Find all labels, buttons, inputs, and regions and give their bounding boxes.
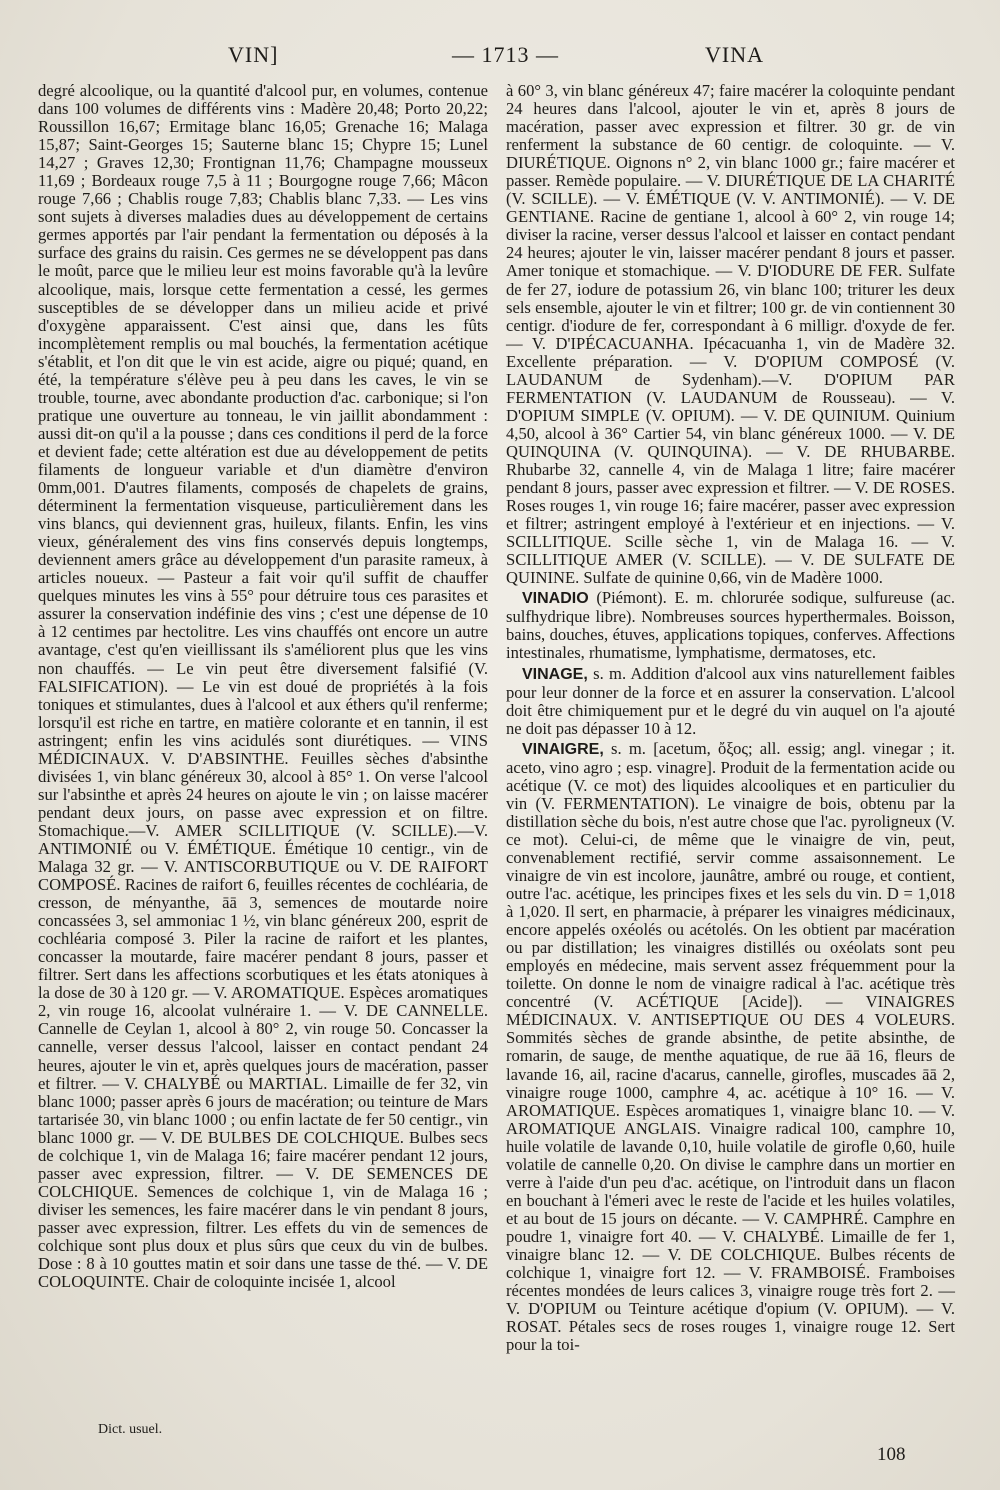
entry-vinaigre-text: s. m. [acetum, ὄξος; all. essig; angl. vinegar ; it. aceto, vino agro ; esp. vinagre]. Produit de la fermentation acide ou acétique (V. ce mot) des liquides alcooliques et en particulier du vin (V. FERMENTATION). Le vinaigre de bois, obtenu par la distillation sèche du bois, n'est autre chose que l'ac. pyroligneux (V. ce mot). Celui-ci, de même que le vinaigre de vin, peut, convenablement rectifié, servir comme assaisonnement. Le vinaigre de vin est incolore, jaunâtre, ambré ou rouge, et contient, outre l'ac. acétique, les principes fixes et les sels du vin. D = 1,018 à 1,020. Il sert, en pharmacie, à préparer les vinaigres médicinaux, encore appelés oxéolés ou acétolés. On les obtient par macération ou par distillation; les vinaigres distillés ou oxéolats sont peu employés en médecine, mais servent assez fréquemment pour la toilette. On donne le nom de vinaigre radical à l'ac. acétique très concentré (V. ACÉTIQUE [Acide]). — VINAIGRES MÉDICINAUX. V. ANTISEPTIQUE OU DES 4 VOLEURS. Sommités sèches de grande absinthe, de petite absinthe, de romarin, de sauge, de menthe aquatique, de rue āā 16, fleurs de lavande 16, ail, racine d'acarus, cannelle, girofles, muscades āā 2, vinaigre rouge 1000, camphre 4, ac. acétique à 10° 16. — V. AROMATIQUE. Espèces aromatiques 1, vinaigre blanc 10. — V. AROMATIQUE ANGLAIS. Vinaigre radical 100, camphre 10, huile volatile de lavande 0,10, huile volatile de girofle 0,60, huile volatile de cannelle 0,20. On divise le camphre dans un mortier en verre à l'aide d'un peu d'ac. acétique, on l'introduit dans un flacon en bouchant à l'émeri avec le reste de l'acide et les huiles volatiles, et au bout de 15 jours on décante. — V. CAMPHRÉ. Camphre en poudre 1, vinaigre fort 40. — V. CHALYBÉ. Limaille de fer 1, vinaigre blanc 12. — V. DE COLCHIQUE. Bulbes récents de colchique 1, vinaigre fort 12. — V. FRAMBOISÉ. Framboises récentes mondées de leurs calices 3, vinaigre rouge très fort 2. — V. D'OPIUM ou Teinture acétique d'opium (V. OPIUM). — V. ROSAT. Pétales secs de roses rouges 1, vinaigre rouge 12. Sert pour la toi-: [506, 738, 956, 1355]
left-column-text: degré alcoolique, ou la quantité d'alcool pur, en volumes, contenue dans 100 volumes de différents vins : Madère 20,48; Porto 20,22; Roussillon 16,67; Ermitage blanc 16,05; Grenache 16; Malaga 15,87; Saint-Georges 15; Sauterne blanc 15; Chypre 15; Lunel 14,27 ; Graves 12,30; Frontignan 11,76; Champagne mousseux 11,69 ; Bordeaux rouge 7,5 à 11 ; Bourgogne rouge 7,66; Mâcon rouge 7,66 ; Chablis rouge 7,83; Chablis blanc 7,33. — Les vins sont sujets à diverses maladies dues au développement de certains germes apportés par l'air pendant la fermentation ou déposés à la surface des grains du raisin. Ces germes ne se développent pas dans le moût, parce que le milieu leur est moins favorable qu'à la levûre alcoolique, mais, lorsque cette fermentation a cessé, les germes susceptibles de se développer dans un milieu acide et privé d'oxygène apparaissent. C'est ainsi que, dans les fûts incomplètement remplis ou mal bouchés, la fermentation acétique s'établit, et l'on dit que le vin est acide, aigre ou piqué; quand, en été, la température s'élève peu à peu dans les caves, le vin se trouble, tourne, avec abondante production d'ac. carbonique; si l'on pratique une ouverture au tonneau, le vin jaillit abondamment : aussi dit-on qu'il a la pousse ; dans ces conditions il perd de la force et devient fade; cette altération est due au développement de petits filaments de longueur variable et d'un diamètre d'environ 0mm,001. D'autres filaments, composés de chapelets de grains, déterminent la fermentation visqueuse, particulièrement dans les vins blancs, qui deviennent gras, huileux, filants. Enfin, les vins vieux, généralement des vins fins conservés depuis longtemps, deviennent amers grâce au développement d'un parasite rameux, à articles noueux. — Pasteur a fait voir qu'il suffit de chauffer quelques minutes les vins à 55° pour détruire tous ces parasites et assurer la conservation indéfinie des vins ; c'est une dépense de 10 à 12 centimes par hectolitre. Les vins chauffés ont encore un autre avantage, c'est qu'en vieillissant ils s'améliorent plus que les vins non chauffés. — Le vin peut être diversement falsifié (V. FALSIFICATION). — Le vin est doué de propriétés à la fois toniques et stimulantes, dues à l'alcool et aux éthers qu'il renferme; lorsqu'il est riche en tartre, en matière colorante et en tannin, il est astringent; enfin les vins acidulés sont diurétiques. — VINS MÉDICINAUX. V. D'ABSINTHE. Feuilles sèches d'absinthe divisées 1, vin blanc généreux 30, alcool à 85° 1. On verse l'alcool sur l'absinthe et après 24 heures on ajoute le vin ; on laisse macérer pendant deux jours, on passe avec expression et on filtre. Stomachique.—V. AMER SCILLITIQUE (V. SCILLE).—V. ANTIMONIÉ ou V. ÉMÉTIQUE. Émétique 10 centigr., vin de Malaga 32 gr. — V. ANTISCORBUTIQUE ou V. DE RAIFORT COMPOSÉ. Racines de raifort 6, feuilles récentes de cochléaria, de cresson, de ményanthe, āā 3, semences de moutarde noire concassées 3, sel ammoniac 1 ½, vin blanc généreux 200, esprit de cochléaria composé 3. Piler la racine de raifort et les plantes, concasser la moutarde, faire macérer pendant 8 jours, passer et filtrer. Sert dans les affections scorbutiques et les états atoniques à la dose de 30 à 120 gr. — V. AROMATIQUE. Espèces aromatiques 2, vin rouge 16, alcoolat vulnéraire 1. — V. DE CANNELLE. Cannelle de Ceylan 1, alcool à 80° 2, vin rouge 50. Concasser la cannelle, verser dessus l'alcool, laisser en contact pendant 24 heures, ajouter le vin et, après quelques jours de macération, passer et filtrer. — V. CHALYBÉ ou MARTIAL. Limaille de fer 32, vin blanc 1000; passer après 6 jours de macération; ou teinture de Mars tartarisée 30, vin blanc 1000 ; ou enfin lactate de fer 50 centigr., vin blanc 1000 gr. — V. DE BULBES DE COLCHIQUE. Bulbes secs de colchique 1, vin de Malaga 16; faire macérer pendant 12 jours, passer avec expression, filtrer. — V. DE SEMENCES DE COLCHIQUE. Semences de colchique 1, vin de Malaga 16 ; diviser les semences, les faire macérer dans le vin pendant 8 jours, passer avec expression, filtrer. Les effets du vin de semences de colchique sont plus doux et plus sûrs que ceux du vin de bulbes. Dose : 8 à 10 gouttes matin et soir dans une tasse de thé. — V. DE COLOQUINTE. Chair de coloquinte incisée 1, alcool: [38, 81, 488, 1292]
right-continuation-text: à 60° 3, vin blanc généreux 47; faire macérer la coloquinte pendant 24 heures dans l'alcool, ajouter le vin et, après 8 jours de macération, passer avec expression et filtrer. 30 gr. de vin renferment la substance de 60 centigr. de coloquinte. — V. DIURÉTIQUE. Oignons n° 2, vin blanc 1000 gr.; faire macérer et passer. Remède populaire. — V. DIURÉTIQUE DE LA CHARITÉ (V. SCILLE). — V. ÉMÉTIQUE (V. V. ANTIMONIÉ). — V. DE GENTIANE. Racine de gentiane 1, alcool à 60° 2, vin rouge 14; diviser la racine, verser dessus l'alcool et laisser en contact pendant 24 heures; ajouter le vin, laisser macérer pendant 8 jours et passer. Amer tonique et stomachique. — V. D'IODURE DE FER. Sulfate de fer 27, iodure de potassium 26, vin blanc 100; triturer les deux sels ensemble, ajouter le vin et filtrer; 100 gr. de vin contiennent 30 centigr. d'iodure de fer, correspondant à 6 milligr. d'oxyde de fer. — V. D'IPÉCACUANHA. Ipécacuanha 1, vin de Madère 32. Excellente préparation. — V. D'OPIUM COMPOSÉ (V. LAUDANUM de Sydenham).—V. D'OPIUM PAR FERMENTATION (V. LAUDANUM de Rousseau). — V. D'OPIUM SIMPLE (V. OPIUM). — V. DE QUINIUM. Quinium 4,50, alcool à 36° Cartier 54, vin blanc généreux 1000. — V. DE QUINQUINA (V. QUINQUINA). — V. DE RHUBARBE. Rhubarbe 32, cannelle 4, vin de Malaga 1 litre; faire macérer pendant 8 jours, passer avec expression et filtrer. — V. DE ROSES. Roses rouges 1, vin rouge 16; faire macérer, passer avec expression et filtrer; astringent employé à l'extérieur et en injections. — V. SCILLITIQUE. Scille sèche 1, vin de Malaga 16. — V. SCILLITIQUE AMER (V. SCILLE). — V. DE SULFATE DE QUININE. Sulfate de quinine 0,66, vin de Madère 1000.: [506, 81, 955, 588]
right-column: [506, 82, 955, 1354]
footer-page-number: 108: [877, 1444, 906, 1465]
entry-vinadio-headword: VINADIO: [522, 590, 589, 608]
entry-vinage-headword: VINAGE,: [522, 665, 588, 683]
entry-vinadio-text: (Piémont). E. m. chlorurée sodique, sulfureuse (ac. sulfhydrique libre). Nombreuses sources hyperthermales. Boisson, bains, douches, étuves, applications topiques, conferves. Affections intestinales, rhumatisme, lymphatisme, dermatoses, etc.: [506, 588, 955, 663]
header-page-number: — 1713 —: [452, 42, 559, 67]
entry-vinage-text: s. m. Addition d'alcool aux vins naturellement faibles pour leur donner de la force et en assurer la conservation. L'alcool doit être chimiquement pur et le degré du vin auquel on l'a ajouté ne doit pas dépasser 10 à 12.: [506, 663, 955, 738]
footer-signature: Dict. usuel.: [98, 1422, 163, 1437]
entry-vinadio: [506, 589, 955, 662]
header-left-word: VIN]: [228, 42, 279, 67]
header-right-word: VINA: [705, 42, 764, 67]
running-header: [0, 42, 1000, 78]
entry-vinaigre: [506, 740, 955, 1355]
entry-vinaigre-headword: VINAIGRE,: [522, 740, 604, 758]
left-column: [38, 82, 488, 1291]
entry-vinage: [506, 665, 955, 738]
